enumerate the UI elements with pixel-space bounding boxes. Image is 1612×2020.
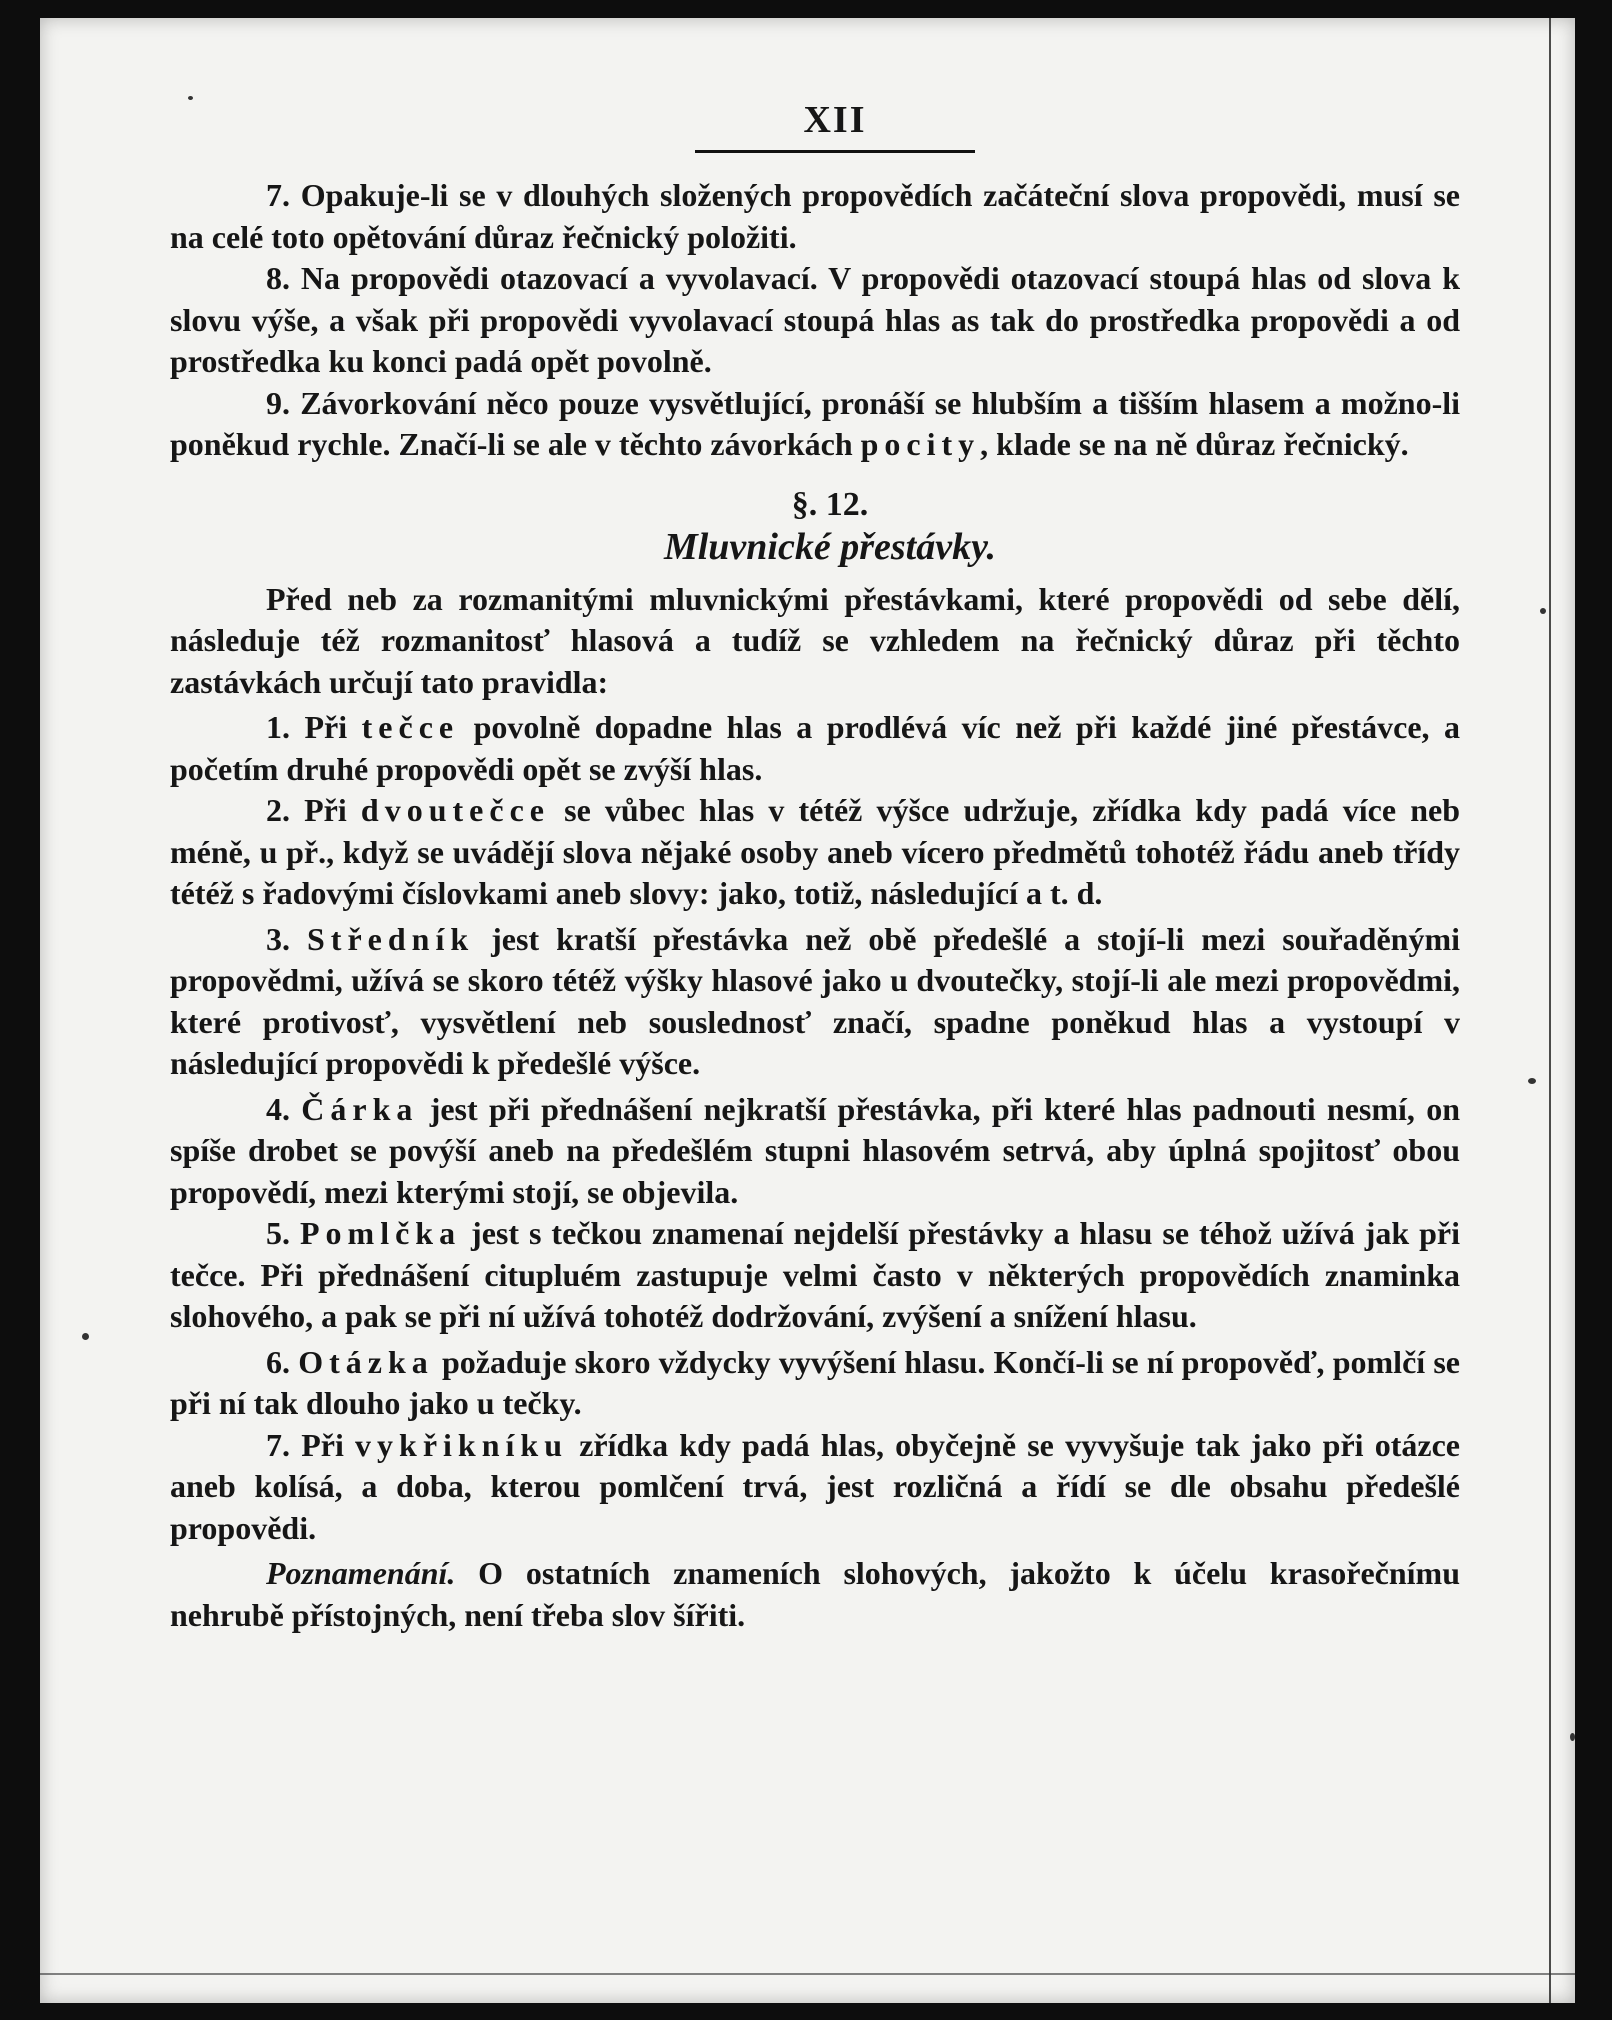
rule-2-text: se vůbec hlas v tétéž výšce udržuje, zřídka kdy padá více neb méně, u př., když se uvádějí slova nějaké osoby aneb vícero předmětů tohotéž řádu aneb třídy tétéž s řadovými číslovkami aneb slovy: jako, totiž, následující a t. d.: [170, 792, 1461, 911]
intro-paragraph: Před neb za rozmanitými mluvnickými přestávkami, které propovědi od sebe dělí, následuje též rozmanitosť hlasová a tudíž se vzhledem na řečnický důraz při těchto zastávkách určují tato pravidla:: [170, 580, 1460, 700]
book-page: [40, 18, 1575, 2003]
rule-1-term: tečce: [361, 709, 460, 745]
paragraph-7: 7. Opakuje-li se v dlouhých složených propovědích začáteční slova propovědi, musí se na celé toto opětování důraz řečnický položiti.: [170, 177, 1460, 255]
section-number: §. 12.: [791, 485, 869, 523]
rule-7-term: vykřikníku: [355, 1426, 568, 1463]
rule-5: [170, 1213, 1460, 1338]
rule-6-term: Otázka: [298, 1343, 434, 1380]
paragraph-9: [170, 383, 1460, 466]
paragraph-8-lead: 8. Na propovědi otazovací a vyvolavací.: [266, 260, 818, 296]
rule-2-num: 2. Při: [266, 792, 361, 828]
rule-2: [170, 790, 1460, 915]
rule-4: [170, 1089, 1460, 1214]
section-title: Mluvnické přestávky.: [663, 526, 997, 568]
rule-6-num: 6.: [266, 1343, 299, 1380]
page-edge-right: [1549, 18, 1551, 2003]
page-edge-bottom: [40, 1973, 1575, 1975]
note-text: O ostatních znameních slohových, jakožto k účelu krasořečnímu nehrubě přístojných, není třeba slov šířiti.: [170, 1555, 1460, 1633]
rule-4-text: jest při přednášení nejkratší přestávka, při které hlas padnouti nesmí, on spíše drobet se povýší aneb na předešlém stupni hlasovém setrvá, aby úplná spojitosť obou propovědí, mezi kterými stojí, se objevila.: [170, 1090, 1461, 1210]
print-speck: [1570, 1733, 1575, 1741]
rule-7: [170, 1425, 1460, 1550]
rule-6-text: požaduje skoro vždycky vyvýšení hlasu. Končí-li se ní propověď, pomlčí se při ní tak dlouho jako u tečky.: [170, 1343, 1461, 1421]
paragraph-8: [170, 258, 1460, 383]
rule-3-num: 3.: [266, 920, 307, 957]
rule-7-num: 7. Při: [266, 1426, 356, 1463]
rule-2-term: dvoutečce: [360, 792, 550, 828]
rule-7-text: zřídka kdy padá hlas, obyčejně se vyvyšuje tak jako při otázce aneb kolísá, a doba, kterou pomlčení trvá, jest rozličná a řídí se dle obsahu předešlé propovědi.: [170, 1426, 1461, 1546]
rule-1-num: 1. Při: [266, 709, 362, 745]
rule-4-num: 4.: [266, 1090, 302, 1127]
page-content: [170, 98, 1460, 1636]
page-number: XII: [803, 99, 867, 141]
paragraph-9-spaced: pocity: [860, 426, 981, 462]
note-paragraph: [170, 1553, 1460, 1636]
header-rule: [695, 150, 975, 153]
rule-1: [170, 707, 1460, 790]
rule-6: [170, 1342, 1460, 1425]
rule-3-term: Středník: [307, 920, 475, 957]
print-speck: [188, 96, 193, 100]
rule-5-text: jest s tečkou znamenaí nejdelší přestávky a hlasu se téhož užívá jak při tečce. Při přednášení citupluém zastupuje velmi často v některých propovědích znaminka slohového, a pak se při ní užívá tohotéž dodržování, zvýšení a snížení hlasu.: [170, 1215, 1461, 1334]
rule-5-term: Pomlčka: [299, 1215, 462, 1251]
print-speck: [1528, 1078, 1536, 1084]
paragraph-9-pre: 9. Závorkování něco pouze vysvětlující, pronáší se hlubším a tišším hlasem a možno-li poněkud rychle. Značí-li se ale v těchto závorkách: [170, 384, 1460, 462]
rule-1-text: povolně dopadne hlas a prodlévá víc než při každé jiné přestávce, a početím druhé propovědi opět se zvýší hlas.: [170, 709, 1461, 787]
print-speck: [82, 1333, 89, 1340]
paragraph-8-text: V propovědi otazovací stoupá hlas od slova k slovu výše, a však při propovědi vyvolavací stoupá hlas as tak do prostředka propovědi a od prostředka ku konci padá opět povolně.: [170, 260, 1461, 379]
print-speck: [1540, 608, 1546, 614]
rule-3: [170, 919, 1460, 1085]
rule-5-num: 5.: [266, 1215, 300, 1251]
rule-4-term: Čárka: [301, 1090, 419, 1127]
paragraph-9-post: , klade se na ně důraz řečnický.: [980, 426, 1409, 462]
rule-3-text: jest kratší přestávka než obě předešlé a stojí-li mezi souřaděnými propovědmi, užívá se skoro tétéž výšky hlasové jako u dvoutečky, stojí-li ale mezi propovědmi, které protivosť, vysvětlení neb souslednosť značí, spadne poněkud hlas a vystoupí v následující propovědi k předešlé výšce.: [170, 920, 1461, 1081]
note-label: Poznamenání.: [266, 1555, 456, 1591]
